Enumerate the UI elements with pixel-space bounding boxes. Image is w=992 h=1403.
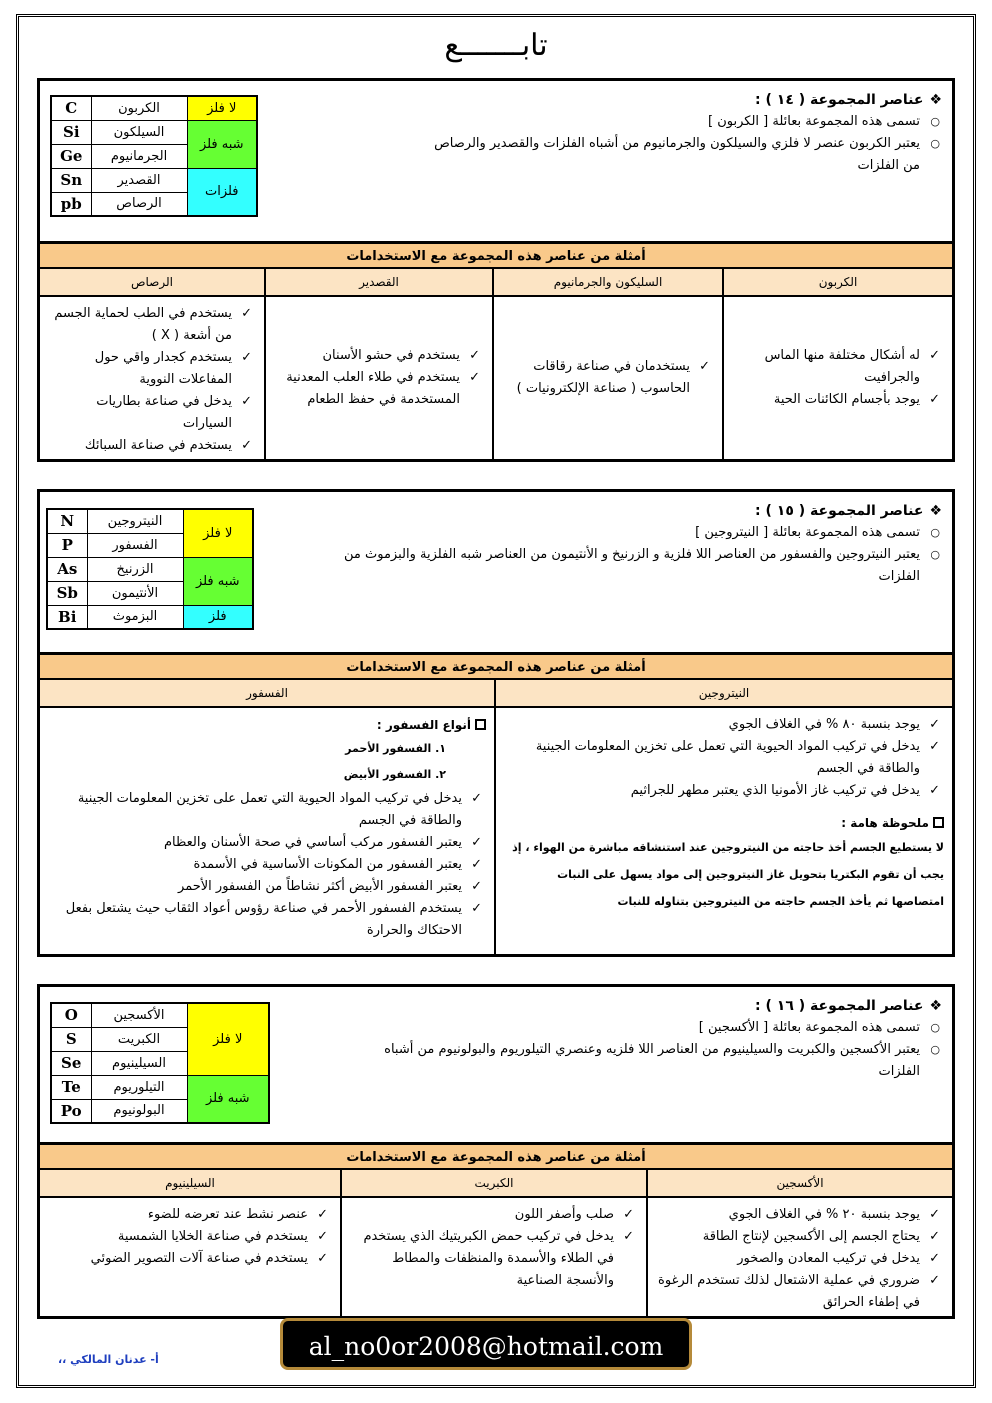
column-header: النيتروجين — [496, 680, 952, 708]
element-name: الزرنيخ — [87, 557, 183, 581]
list-item: ✓ يستخدم في صناعة الخلايا الشمسية — [48, 1226, 332, 1248]
list-item: ✓ يعتبر الفسفور مركب أساسي في صحة الأسنان والعظام — [48, 832, 486, 854]
element-symbol: Sb — [47, 581, 87, 605]
group-heading: ❖عناصر المجموعة ( ١٥ ) : — [755, 503, 942, 519]
author-signature: أ- عدنان المالكي ،، — [58, 1353, 159, 1366]
element-symbol: S — [51, 1027, 91, 1051]
element-class: لا فلز — [183, 509, 253, 557]
element-symbol: Ge — [51, 144, 91, 168]
list-item: ✓ يستخدم في صناعة السبائك — [48, 435, 256, 457]
column-header: الفسفور — [40, 680, 494, 708]
column-header: الأكسجين — [648, 1170, 952, 1198]
element-name: القصدير — [91, 168, 187, 192]
examples-title: أمثلة من عناصر هذه المجموعة مع الاستخدامات — [40, 1142, 952, 1170]
list-item: ○ تسمى هذه المجموعة بعائلة [ الأكسجين ] — [342, 1017, 942, 1039]
list-item: ١. الفسفور الأحمر — [345, 742, 446, 755]
element-class: فلزات — [187, 168, 257, 216]
list-item: ✓ يدخل في تركيب المواد الحيوية التي تعمل على تخزين المعلومات الجينية والطاقة في الجسم — [504, 736, 944, 780]
list-item: ✓ يستخدم كجدار واقي حول المفاعلات النووية — [48, 347, 256, 391]
square-bullet-icon — [475, 719, 486, 730]
element-name: الأكسجين — [91, 1003, 187, 1027]
list-item: ✓ يوجد بأجسام الكائنات الحية — [732, 389, 944, 411]
examples-columns — [40, 1170, 952, 1316]
element-symbol: Se — [51, 1051, 91, 1075]
square-bullet-icon — [933, 817, 944, 828]
list-item: ✓ يستخدمان في صناعة رقاقات الحاسوب ( صناعة الإلكترونيات ) — [502, 356, 714, 400]
types-list — [48, 736, 486, 788]
column-header: القصدير — [266, 269, 492, 297]
list-item: ✓ يدخل في تركيب حمض الكبريتيك الذي يستخدم في الطلاء والأسمدة والمنظفات والمطاط والأنسجة الصناعية — [350, 1226, 638, 1292]
list-item: ٢. الفسفور الأبيض — [343, 768, 446, 781]
list-item: ✓ يدخل في تركيب المواد الحيوية التي تعمل على تخزين المعلومات الجينية والطاقة في الجسم — [48, 788, 486, 832]
list-item: ✓ يدخل في صناعة بطاريات السيارات — [48, 391, 256, 435]
list-item: ✓ يستخدم في طلاء العلب المعدنية المستخدمة في حفظ الطعام — [274, 367, 484, 411]
column-header: السليكون والجرمانيوم — [494, 269, 722, 297]
group-15-section — [37, 489, 955, 957]
list-item: ✓ يدخل في تركيب غاز الأمونيا الذي يعتبر مطهر للجراثيم — [504, 780, 944, 802]
list-item: ✓ عنصر نشط عند تعرضه للضوء — [48, 1204, 332, 1226]
element-symbol: Po — [51, 1099, 91, 1123]
examples-column — [492, 269, 722, 459]
group-heading: ❖عناصر المجموعة ( ١٤ ) : — [755, 92, 942, 108]
element-name: التيلوريوم — [91, 1075, 187, 1099]
element-name: الكبريت — [91, 1027, 187, 1051]
examples-column — [340, 1170, 646, 1316]
list-item: ✓ يحتاج الجسم إلى الأكسجين لإنتاج الطاقة — [656, 1226, 944, 1248]
column-header: الكبريت — [342, 1170, 646, 1198]
list-item: ✓ يستخدم الفسفور الأحمر في صناعة رؤوس أعواد الثقاب حيث يشتعل بفعل الاحتكاك والحرارة — [48, 898, 486, 942]
list-item: ✓ له أشكال مختلفة منها الماس والجرافيت — [732, 345, 944, 389]
note-title: ملحوظة هامة : — [504, 812, 944, 834]
element-class: شبه فلز — [183, 557, 253, 605]
list-item: ✓ يستخدم في صناعة آلات التصوير الضوئي — [48, 1248, 332, 1270]
list-item: ✓ يستخدم في حشو الأسنان — [274, 345, 484, 367]
group-bullets — [422, 111, 942, 177]
element-name: السيلينيوم — [91, 1051, 187, 1075]
element-class: شبه فلز — [187, 120, 257, 168]
element-name: الفسفور — [87, 533, 183, 557]
page-title: تابـــــــع — [444, 28, 548, 63]
element-symbol: As — [47, 557, 87, 581]
examples-title: أمثلة من عناصر هذه المجموعة مع الاستخدامات — [40, 241, 952, 269]
list-item: ✓ صلب وأصفر اللون — [350, 1204, 638, 1226]
element-name: الرصاص — [91, 192, 187, 216]
element-name: السيلكون — [91, 120, 187, 144]
group-heading-block — [422, 89, 942, 177]
element-name: النيتروجين — [87, 509, 183, 533]
examples-column — [722, 269, 952, 459]
examples-column — [264, 269, 492, 459]
element-table — [50, 95, 258, 217]
examples-column — [40, 269, 264, 459]
element-class: لا فلز — [187, 1003, 269, 1075]
element-table — [50, 1002, 270, 1124]
group-heading-block — [342, 995, 942, 1083]
element-class: فلز — [183, 605, 253, 629]
element-symbol: N — [47, 509, 87, 533]
element-name: الأنتيمون — [87, 581, 183, 605]
column-header: الرصاص — [40, 269, 264, 297]
element-symbol: Te — [51, 1075, 91, 1099]
list-item: ✓ يعتبر الفسفور الأبيض أكثر نشاطاً من الفسفور الأحمر — [48, 876, 486, 898]
list-item: ○ يعتبر الأكسجين والكبريت والسيلينيوم من العناصر اللا فلزيه وعنصري التيلوريوم والبولونيوم من أشباه الفلزات — [342, 1039, 942, 1083]
element-table — [46, 508, 254, 630]
column-header: السيلينيوم — [40, 1170, 340, 1198]
column-header: الكربون — [724, 269, 952, 297]
note-body: لا يستطيع الجسم أخذ حاجته من النيتروجين عند استنشاقه مباشرة من الهواء ، إذ يجب أن تقوم البكتريا بتحويل غاز النيتروجين إلى مواد يسهل على النبات امتصاصها ثم يأخذ الجسم حاجته من النيتروجين بتناوله للنبات — [512, 841, 944, 908]
group-14-section — [37, 78, 955, 462]
element-symbol: P — [47, 533, 87, 557]
group-heading: ❖عناصر المجموعة ( ١٦ ) : — [755, 998, 942, 1014]
element-symbol: pb — [51, 192, 91, 216]
diamond-bullet-icon: ❖ — [929, 92, 942, 108]
element-symbol: Si — [51, 120, 91, 144]
list-item: ○ تسمى هذه المجموعة بعائلة [ الكربون ] — [422, 111, 942, 133]
element-name: البولونيوم — [91, 1099, 187, 1123]
element-name: الجرمانيوم — [91, 144, 187, 168]
examples-title: أمثلة من عناصر هذه المجموعة مع الاستخدامات — [40, 652, 952, 680]
email-banner: al_no0or2008@hotmail.com — [280, 1318, 692, 1370]
element-name: البزموث — [87, 605, 183, 629]
element-class: شبه فلز — [187, 1075, 269, 1123]
list-item: ○ يعتبر النيتروجين والفسفور من العناصر اللا فلزية و الزرنيخ و الأنتيمون من العناصر شبه الفلزية والبزموث من الفلزات — [302, 544, 942, 588]
examples-column — [40, 1170, 340, 1316]
element-symbol: Sn — [51, 168, 91, 192]
diamond-bullet-icon: ❖ — [929, 503, 942, 519]
element-name: الكربون — [91, 96, 187, 120]
diamond-bullet-icon: ❖ — [929, 998, 942, 1014]
list-item: ✓ ضروري في عملية الاشتعال لذلك تستخدم الرغوة في إطفاء الحرائق — [656, 1270, 944, 1314]
element-symbol: C — [51, 96, 91, 120]
examples-column — [40, 680, 494, 954]
group-heading-block — [302, 500, 942, 588]
list-item: ○ تسمى هذه المجموعة بعائلة [ النيتروجين ] — [302, 522, 942, 544]
sub-title: أنواع الفسفور : — [48, 714, 486, 736]
list-item: ✓ يستخدم في الطب لحماية الجسم من أشعة ( X ) — [48, 303, 256, 347]
element-symbol: Bi — [47, 605, 87, 629]
list-item: ✓ يدخل في تركيب المعادن والصخور — [656, 1248, 944, 1270]
element-class: لا فلز — [187, 96, 257, 120]
group-16-section — [37, 984, 955, 1319]
examples-columns — [40, 269, 952, 459]
group-bullets — [342, 1017, 942, 1083]
examples-columns — [40, 680, 952, 954]
examples-column — [646, 1170, 952, 1316]
examples-column — [494, 680, 952, 954]
list-item: ✓ يعتبر الفسفور من المكونات الأساسية في الأسمدة — [48, 854, 486, 876]
element-symbol: O — [51, 1003, 91, 1027]
list-item: ○ يعتبر الكربون عنصر لا فلزي والسيلكون والجرمانيوم من أشباه الفلزات والقصدير والرصاص من الفلزات — [422, 133, 942, 177]
group-bullets — [302, 522, 942, 588]
list-item: ✓ يوجد بنسبة ٢٠ % في الغلاف الجوي — [656, 1204, 944, 1226]
list-item: ✓ يوجد بنسبة ٨٠ % في الغلاف الجوي — [504, 714, 944, 736]
